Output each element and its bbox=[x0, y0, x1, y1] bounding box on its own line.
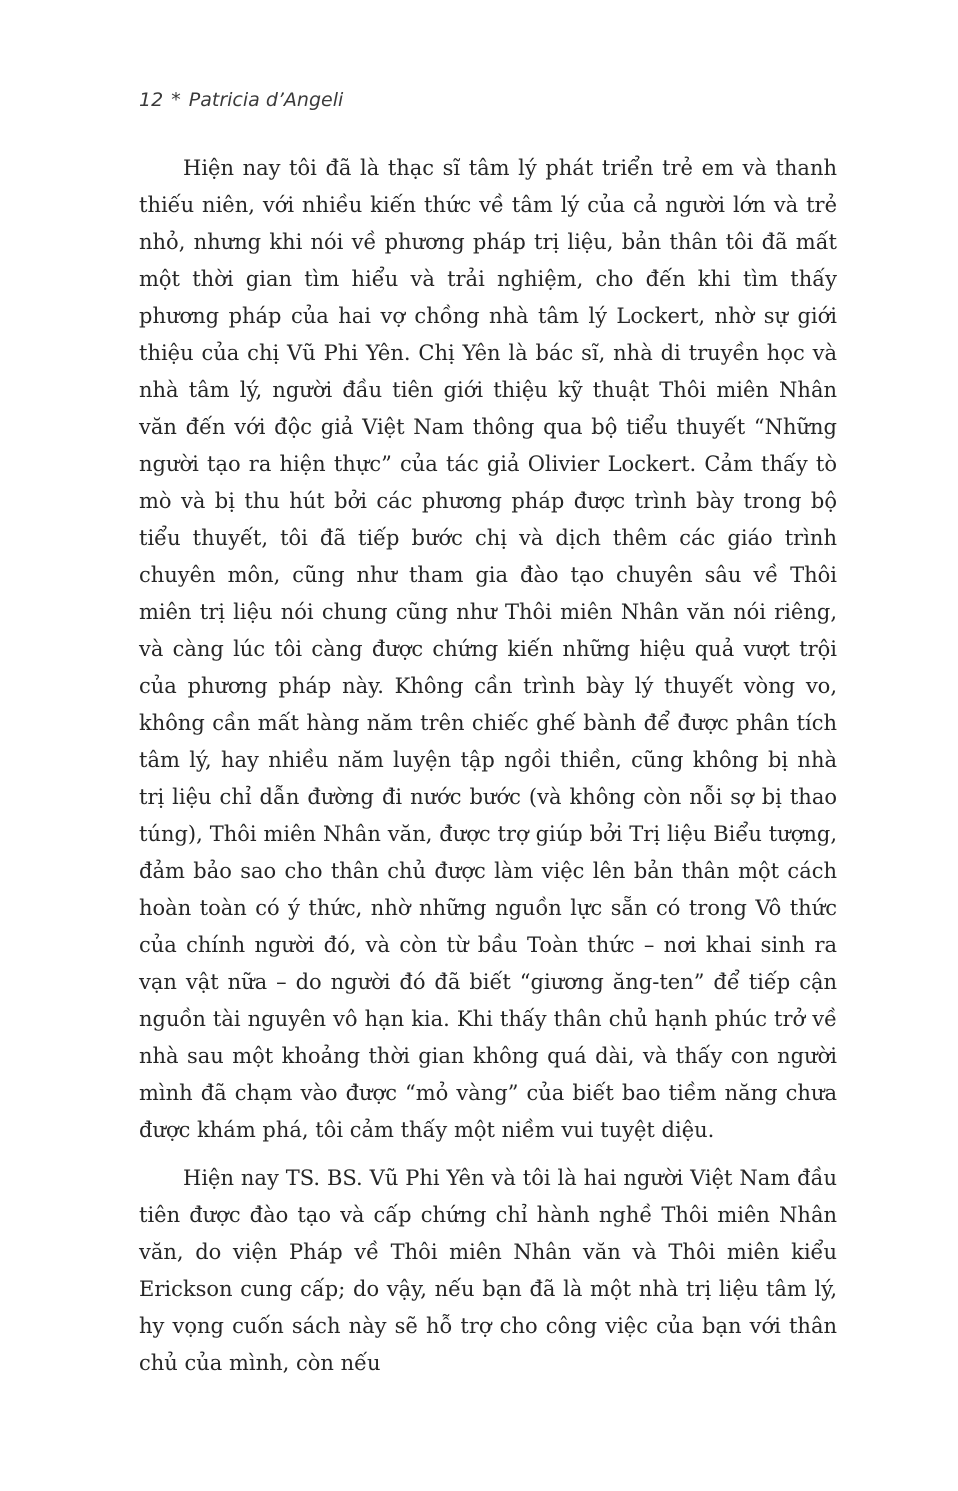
header-separator: * bbox=[171, 89, 181, 111]
running-header bbox=[139, 86, 343, 114]
paragraph-1: Hiện nay tôi đã là thạc sĩ tâm lý phát triển trẻ em và thanh thiếu niên, với nhiều kiến thức về tâm lý của cả người lớn và trẻ nhỏ, nhưng khi nói về phương pháp trị liệu, bản thân tôi đã mất một thời gian tìm hiểu và trải nghiệm, cho đến khi tìm thấy phương pháp của hai vợ chồng nhà tâm lý Lockert, nhờ sự giới thiệu của chị Vũ Phi Yên. Chị Yên là bác sĩ, nhà di truyền học và nhà tâm lý, người đầu tiên giới thiệu kỹ thuật Thôi miên Nhân văn đến với độc giả Việt Nam thông qua bộ tiểu thuyết “Những người tạo ra hiện thực” của tác giả Olivier Lockert. Cảm thấy tò mò và bị thu hút bởi các phương pháp được trình bày trong bộ tiểu thuyết, tôi đã tiếp bước chị và dịch thêm các giáo trình chuyên môn, cũng như tham gia đào tạo chuyên sâu về Thôi miên trị liệu nói chung cũng như Thôi miên Nhân văn nói riêng, và càng lúc tôi càng được chứng kiến những hiệu quả vượt trội của phương pháp này. Không cần trình bày lý thuyết vòng vo, không cần mất hàng năm trên chiếc ghế bành để được phân tích tâm lý, hay nhiều năm luyện tập ngồi thiền, cũng không bị nhà trị liệu chỉ dẫn đường đi nước bước (và không còn nỗi sợ bị thao túng), Thôi miên Nhân văn, được trợ giúp bởi Trị liệu Biểu tượng, đảm bảo sao cho thân chủ được làm việc lên bản thân một cách hoàn toàn có ý thức, nhờ những nguồn lực sẵn có trong Vô thức của chính người đó, và còn từ bầu Toàn thức – nơi khai sinh ra vạn vật nữa – do người đó đã biết “giương ăng-ten” để tiếp cận nguồn tài nguyên vô hạn kia. Khi thấy thân chủ hạnh phúc trở về nhà sau một khoảng thời gian không quá dài, và thấy con người mình đã chạm vào được “mỏ vàng” của biết bao tiềm năng chưa được khám phá, tôi cảm thấy một niềm vui tuyệt diệu. bbox=[139, 156, 837, 1142]
page-number: 12 bbox=[139, 89, 164, 111]
paragraph-2: Hiện nay TS. BS. Vũ Phi Yên và tôi là hai người Việt Nam đầu tiên được đào tạo và cấp chứng chỉ hành nghề Thôi miên Nhân văn, do viện Pháp về Thôi miên Nhân văn và Thôi miên kiểu Erickson cung cấp; do vậy, nếu bạn đã là một nhà trị liệu tâm lý, hy vọng cuốn sách này sẽ hỗ trợ cho công việc của bạn với thân chủ của mình, còn nếu bbox=[139, 1166, 837, 1375]
author-name: Patricia d’Angeli bbox=[188, 89, 344, 111]
body-text bbox=[139, 150, 837, 1382]
